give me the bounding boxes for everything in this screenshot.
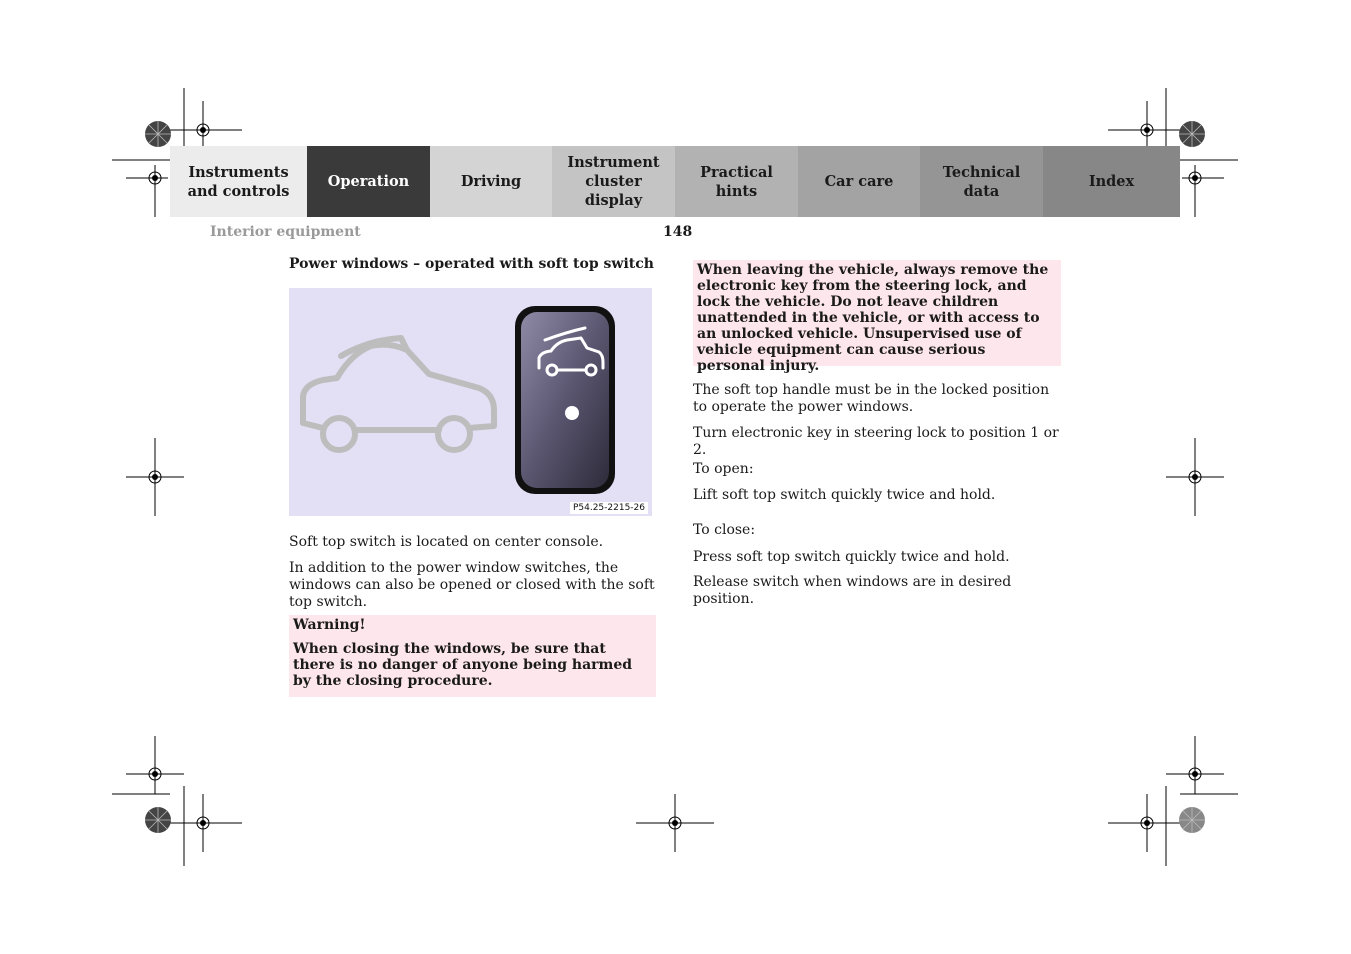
paragraph-soft-top-locked: The soft top handle must be in the locked position to operate the power windows. <box>693 382 1050 415</box>
tab-instruments-and-controls[interactable]: Instruments and controls <box>170 146 307 217</box>
figure-code: P54.25-2215-26 <box>570 502 648 514</box>
page-number: 148 <box>663 224 693 240</box>
soft-top-switch-illustration <box>289 288 652 516</box>
paragraph-key-position: Turn electronic key in steering lock to position 1 or 2. <box>693 425 1059 458</box>
soft-top-switch <box>515 306 615 494</box>
indicator-dot-icon <box>565 406 579 420</box>
tab-operation[interactable]: Operation <box>307 146 430 217</box>
section-label: Interior equipment <box>210 224 361 240</box>
section-heading: Power windows – operated with soft top switch <box>289 256 654 272</box>
tab-index[interactable]: Index <box>1043 146 1180 217</box>
instruction-close: Press soft top switch quickly twice and hold. <box>693 549 1010 565</box>
warning-title: Warning! <box>293 617 366 633</box>
warning-box-closing <box>289 615 656 697</box>
paragraph-location: Soft top switch is located on center console. <box>289 534 604 550</box>
warning-box-leaving-vehicle <box>693 260 1061 374</box>
label-to-close: To close: <box>693 522 756 538</box>
warning-text: When closing the windows, be sure that there is no danger of anyone being harmed by the closing procedure. <box>293 641 633 689</box>
instruction-release: Release switch when windows are in desired position. <box>693 574 1012 607</box>
tab-driving[interactable]: Driving <box>430 146 552 217</box>
instruction-open: Lift soft top switch quickly twice and hold. <box>693 487 996 503</box>
soft-top-switch-figure <box>289 288 652 516</box>
warning-text-leaving: When leaving the vehicle, always remove the electronic key from the steering lock, and lock the vehicle. Do not leave children unattended in the vehicle, or with access to an unlocked vehicle. Unsupervised use of vehicle equipment can cause serious personal injury. <box>697 262 1049 374</box>
label-to-open: To open: <box>693 461 754 477</box>
car-outline-icon <box>303 338 494 450</box>
tab-car-care[interactable]: Car care <box>798 146 920 217</box>
tab-technical-data[interactable]: Technical data <box>920 146 1043 217</box>
chapter-tab-bar <box>170 146 1180 217</box>
tab-instrument-cluster-display[interactable]: Instrument cluster display <box>552 146 675 217</box>
tab-practical-hints[interactable]: Practical hints <box>675 146 798 217</box>
paragraph-soft-top-usage: In addition to the power window switches, the windows can also be opened or closed with the soft top switch. <box>289 560 655 610</box>
